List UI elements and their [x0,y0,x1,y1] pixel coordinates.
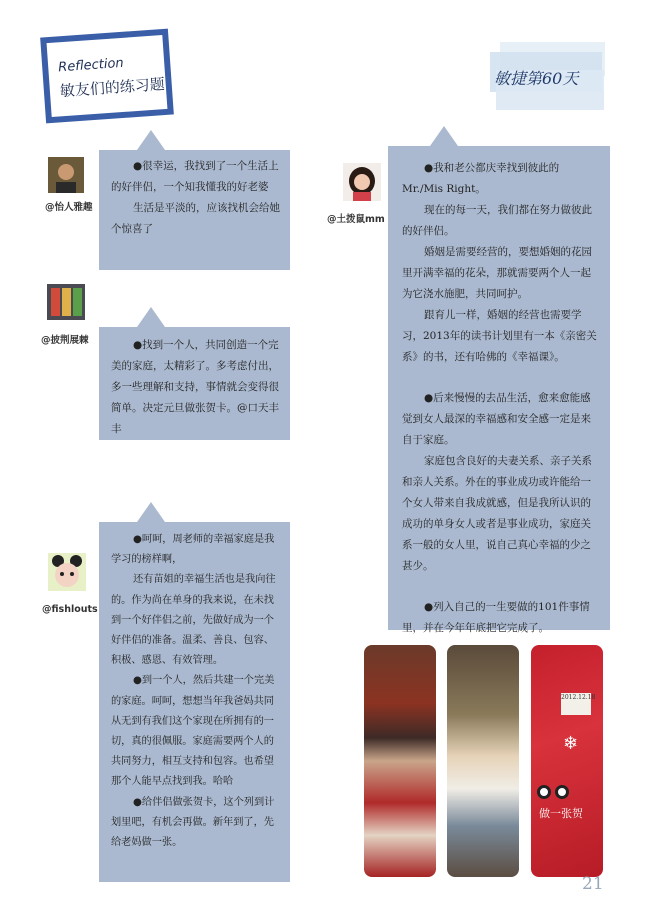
date-note: 2012.12.18 [561,693,591,715]
photo-wedding-couple [364,645,436,877]
avatar-user-2 [47,284,85,320]
page-number: 21 [582,874,604,894]
comment-paragraph: 婚姻是需要经营的，要想婚姻的花园里开满幸福的花朵，那就需要两个人一起为它浇水施肥，共同呵护。 [402,246,592,300]
avatar-user-4 [343,163,381,201]
photo-family-smiling [447,645,519,877]
comment-paragraph: ●后来慢慢的去品生活，愈来愈能感觉到女人最深的幸福感和安全感一定是来自于家庭。 [402,392,591,446]
handle-user-3: @fishlouts [42,604,98,615]
comment-paragraph: 跟育儿一样，婚姻的经营也需要学习，2013年的读书计划里有一本《亲密关系》的书，还有哈佛的《幸福课》。 [402,309,597,363]
comment-bubble-2 [99,327,290,440]
title-chinese: 敏友们的练习题 [59,75,166,101]
googly-eye-icon [537,785,551,799]
comment-paragraph: ●呵呵，周老师的幸福家庭是我学习的榜样啊， [111,534,275,566]
comment-bubble-4 [388,146,610,634]
avatar-user-3 [48,553,86,591]
comment-paragraph: 还有苗姐的幸福生活也是我向往的。作为尚在单身的我来说，在未找到一个好伴侣之前，先做好成为一个好伴侣的准备。温柔、善良、包容、积极、感恩、有效管理。 [111,574,276,667]
comment-paragraph: ●列入自己的一生要做的101件事情里，并在今年年底把它完成了。 [402,601,590,634]
comment-paragraph: ●找到一个人，共同创造一个完美的家庭，太精彩了。多考虑付出，多一些理解和支持，事情就会变得很简单。决定元旦做张贺卡。@口天丰丰 [111,339,279,435]
comment-paragraph: ●很幸运，我找到了一个生活上的好伴侣，一个知我懂我的好老婆 [111,160,279,193]
comment-paragraph: ●我和老公都庆幸找到彼此的Mr./Mis Right。 [402,162,560,195]
comment-bubble-3 [99,522,290,882]
title-card [40,29,174,124]
card-caption: 做一张贺 [539,807,583,820]
comment-paragraph: ●给伴侣做张贺卡，这个列到计划里吧，有机会再做。新年到了，先给老妈做一张。 [111,796,275,849]
day-label-card [490,42,610,112]
googly-eye-icon [555,785,569,799]
handle-user-4: @土拨鼠mm [327,214,385,225]
avatar-user-1 [48,157,84,193]
comment-paragraph: ●到一个人，然后共建一个完美的家庭。呵呵，想想当年我爸妈共同从无到有我们这个家现在所拥有的一切，真的很佩服。家庭需要两个人的共同努力，相互支持和包容。也希望那个人能早点找到我。哈哈 [111,675,275,788]
handle-user-2: @披荆展棘 [41,335,89,346]
comment-paragraph: 现在的每一天，我们都在努力做彼此的好伴侣。 [402,204,592,237]
comment-bubble-1 [99,150,290,270]
handle-user-1: @怡人雅趣 [45,202,93,213]
comment-paragraph: 生活是平淡的，应该找机会给她个惊喜了 [111,202,280,235]
snowflake-icon: ❄ [563,733,579,754]
comment-paragraph: 家庭包含良好的夫妻关系、亲子关系和亲人关系。外在的事业成功或许能给一个女人带来自我成就感，但是我所认识的成功的单身女人或者是事业成功，家庭关系一般的女人里，说自己真心幸福的少之甚少。 [402,455,592,572]
photo-greeting-card [531,645,603,877]
day-label: 敏捷第60天 [494,69,579,88]
title-english: Reflection [57,55,125,76]
